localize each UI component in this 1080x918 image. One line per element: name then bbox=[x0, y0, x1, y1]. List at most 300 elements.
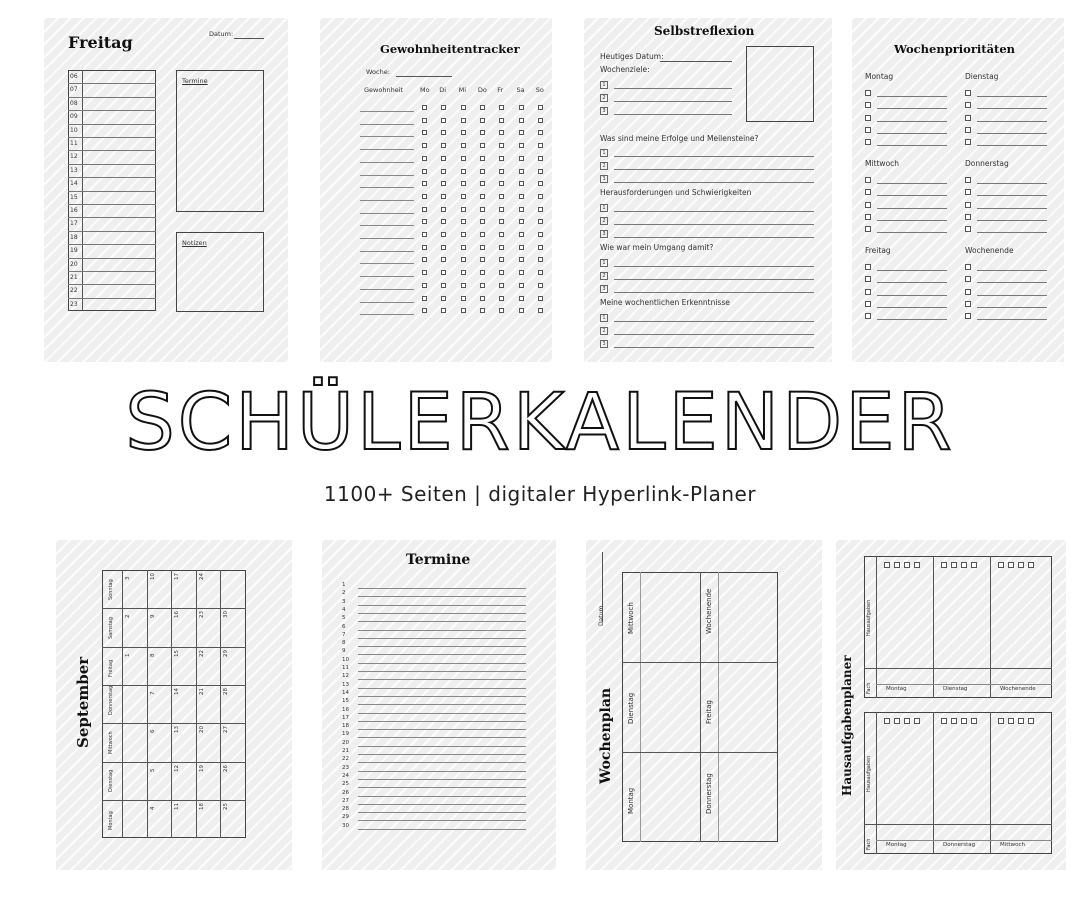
habit-checkbox bbox=[538, 219, 543, 224]
hour-row-line bbox=[68, 97, 156, 98]
habit-checkbox bbox=[461, 219, 466, 224]
termine-line bbox=[358, 630, 526, 631]
habit-checkbox bbox=[441, 308, 446, 313]
calendar-day-number: 20 bbox=[198, 726, 205, 734]
habit-checkbox bbox=[441, 143, 446, 148]
weekday-label: Samstag bbox=[108, 616, 114, 639]
habit-checkbox bbox=[499, 118, 504, 123]
number-box: 1 bbox=[600, 259, 608, 267]
habit-name-line bbox=[360, 276, 414, 277]
wochenplan-day-label: Mittwoch bbox=[627, 602, 635, 634]
habit-checkbox bbox=[538, 257, 543, 262]
homework-fach-line bbox=[864, 668, 1052, 669]
hour-label: 17 bbox=[70, 220, 78, 228]
termine-line bbox=[358, 696, 526, 697]
calendar-day-number: 8 bbox=[149, 653, 156, 657]
priority-line bbox=[977, 133, 1047, 134]
calendar-day-number: 1 bbox=[125, 653, 131, 657]
habit-checkbox bbox=[499, 308, 504, 313]
termine-number: 8 bbox=[342, 640, 346, 647]
habit-checkbox bbox=[480, 232, 485, 237]
habit-checkbox bbox=[461, 232, 466, 237]
termine-number: 28 bbox=[342, 806, 349, 813]
habit-checkbox bbox=[538, 232, 543, 237]
hour-label: 13 bbox=[70, 166, 78, 174]
habit-checkbox bbox=[480, 143, 485, 148]
habit-checkbox bbox=[499, 105, 504, 110]
calendar-row-line bbox=[102, 608, 246, 609]
termine-box bbox=[176, 70, 264, 212]
habit-checkbox bbox=[499, 169, 504, 174]
homework-column-line bbox=[990, 556, 991, 698]
number-box: 3 bbox=[600, 340, 608, 348]
priority-checkbox bbox=[865, 189, 871, 195]
calendar-day-number: 28 bbox=[223, 687, 229, 695]
number-box: 2 bbox=[600, 162, 608, 170]
habit-checkbox bbox=[422, 257, 427, 262]
priority-checkbox bbox=[865, 301, 871, 307]
priority-line bbox=[977, 183, 1047, 184]
termine-number: 14 bbox=[342, 689, 349, 696]
homework-checkbox bbox=[914, 718, 920, 724]
termine-line bbox=[358, 704, 526, 705]
habit-checkbox bbox=[519, 232, 524, 237]
priority-line bbox=[977, 270, 1047, 271]
termine-line bbox=[358, 663, 526, 664]
habit-name-line bbox=[360, 263, 414, 264]
habit-day-label: Sa bbox=[516, 86, 525, 94]
habit-checkbox bbox=[538, 118, 543, 123]
homework-grid-frame bbox=[864, 556, 1052, 698]
termine-number: 4 bbox=[342, 606, 346, 613]
habit-checkbox bbox=[538, 169, 543, 174]
habit-checkbox bbox=[538, 270, 543, 275]
habit-checkbox bbox=[422, 232, 427, 237]
answer-line bbox=[614, 182, 814, 183]
habit-name-line bbox=[360, 149, 414, 150]
homework-checkbox bbox=[951, 718, 957, 724]
habit-name-line bbox=[360, 213, 414, 214]
answer-line bbox=[614, 88, 732, 89]
habit-checkbox bbox=[480, 169, 485, 174]
priority-checkbox bbox=[865, 127, 871, 133]
gewohnheiten-page bbox=[320, 18, 552, 362]
wochenplan-day-label: Montag bbox=[627, 787, 635, 814]
datum-label: Datum: bbox=[209, 30, 234, 38]
homework-side-label: Hausaufgaben bbox=[866, 755, 872, 792]
gewohnheiten-title: Gewohnheitentracker bbox=[380, 42, 520, 56]
number-box: 3 bbox=[600, 285, 608, 293]
termine-line bbox=[358, 746, 526, 747]
termine-number: 1 bbox=[342, 582, 346, 588]
habit-checkbox bbox=[519, 296, 524, 301]
habit-checkbox bbox=[441, 257, 446, 262]
habit-day-label: Fr bbox=[497, 86, 504, 94]
calendar-day-number: 26 bbox=[223, 764, 229, 772]
freitag-title: Freitag bbox=[68, 33, 133, 52]
number-box: 2 bbox=[600, 217, 608, 225]
termine-line bbox=[358, 646, 526, 647]
priority-line bbox=[877, 270, 947, 271]
termine-line bbox=[358, 754, 526, 755]
priority-checkbox bbox=[965, 202, 971, 208]
habit-checkbox bbox=[480, 118, 485, 123]
habit-day-label: Do bbox=[477, 86, 487, 94]
homework-checkbox bbox=[884, 718, 890, 724]
priority-checkbox bbox=[865, 226, 871, 232]
weekday-label: Mittwoch bbox=[108, 730, 114, 754]
priority-day-label: Dienstag bbox=[965, 72, 999, 81]
number-box: 2 bbox=[600, 94, 608, 102]
number-box: 2 bbox=[600, 272, 608, 280]
priority-checkbox bbox=[865, 214, 871, 220]
termine-line bbox=[358, 804, 526, 805]
weekday-column-divider bbox=[122, 570, 123, 838]
habit-name-line bbox=[360, 111, 414, 112]
termine-line bbox=[358, 654, 526, 655]
calendar-day-number: 30 bbox=[223, 611, 229, 619]
habit-name-line bbox=[360, 187, 414, 188]
hour-label: 14 bbox=[70, 180, 78, 188]
calendar-day-number: 10 bbox=[149, 573, 156, 580]
priority-line bbox=[877, 195, 947, 196]
priority-checkbox bbox=[965, 177, 971, 183]
question-3: Wie war mein Umgang damit? bbox=[600, 243, 714, 252]
termine-number: 30 bbox=[342, 822, 349, 829]
habit-checkbox bbox=[441, 207, 446, 212]
habit-checkbox bbox=[499, 181, 504, 186]
termine-line bbox=[358, 820, 526, 821]
habit-checkbox bbox=[441, 181, 446, 186]
calendar-day-number: 21 bbox=[198, 687, 205, 695]
termine-number: 19 bbox=[342, 731, 349, 738]
termine-line bbox=[358, 588, 526, 589]
priority-checkbox bbox=[865, 115, 871, 121]
number-box: 3 bbox=[600, 175, 608, 183]
homework-checkbox bbox=[1008, 718, 1014, 724]
notizen-label: Notizen bbox=[182, 239, 207, 247]
habit-checkbox bbox=[538, 245, 543, 250]
weekday-label: Sonntag bbox=[108, 579, 114, 601]
hour-row-line bbox=[68, 191, 156, 192]
habit-name-line bbox=[360, 124, 414, 125]
habit-checkbox bbox=[538, 156, 543, 161]
habit-checkbox bbox=[480, 105, 485, 110]
habit-checkbox bbox=[422, 296, 427, 301]
september-page bbox=[56, 540, 292, 870]
termine-line bbox=[358, 679, 526, 680]
habit-checkbox bbox=[499, 257, 504, 262]
habit-checkbox bbox=[441, 270, 446, 275]
wochenplan-label-line bbox=[640, 572, 641, 842]
priority-line bbox=[977, 307, 1047, 308]
homework-checkbox bbox=[894, 562, 900, 568]
goals-label: Wochenziele: bbox=[600, 65, 650, 74]
priority-line bbox=[877, 133, 947, 134]
wochenplan-label-line bbox=[718, 572, 719, 842]
homework-checkbox bbox=[941, 718, 947, 724]
calendar-day-number: 12 bbox=[174, 764, 180, 772]
habit-checkbox bbox=[538, 181, 543, 186]
calendar-row-line bbox=[102, 685, 246, 686]
calendar-day-number: 11 bbox=[174, 802, 180, 810]
termine-number: 11 bbox=[342, 665, 349, 671]
priority-checkbox bbox=[965, 276, 971, 282]
homework-checkbox bbox=[904, 562, 910, 568]
habit-checkbox bbox=[422, 169, 427, 174]
habit-checkbox bbox=[461, 130, 466, 135]
priority-line bbox=[877, 232, 947, 233]
habit-checkbox bbox=[519, 105, 524, 110]
prioritaeten-title: Wochenprioritäten bbox=[894, 42, 1016, 56]
hour-label: 06 bbox=[70, 73, 78, 80]
homework-column-line bbox=[933, 556, 934, 698]
habit-checkbox bbox=[461, 296, 466, 301]
weekday-label: Dienstag bbox=[108, 769, 114, 792]
habit-checkbox bbox=[538, 296, 543, 301]
priority-day-label: Freitag bbox=[865, 246, 891, 255]
calendar-day-number: 19 bbox=[198, 764, 205, 772]
habit-checkbox bbox=[519, 257, 524, 262]
termine-line bbox=[358, 771, 526, 772]
priority-line bbox=[977, 96, 1047, 97]
priority-day-label: Wochenende bbox=[965, 246, 1014, 255]
hour-label: 09 bbox=[70, 113, 78, 121]
habit-checkbox bbox=[499, 156, 504, 161]
habit-checkbox bbox=[519, 156, 524, 161]
hour-label: 10 bbox=[70, 126, 78, 134]
priority-line bbox=[877, 108, 947, 109]
priority-checkbox bbox=[965, 214, 971, 220]
habit-checkbox bbox=[480, 296, 485, 301]
habit-checkbox bbox=[422, 283, 427, 288]
termine-number: 3 bbox=[342, 598, 346, 605]
termine-line bbox=[358, 729, 526, 730]
habit-checkbox bbox=[461, 169, 466, 174]
homework-checkbox bbox=[998, 562, 1004, 568]
priority-checkbox bbox=[965, 264, 971, 270]
habit-name-line bbox=[360, 238, 414, 239]
termine-number: 23 bbox=[342, 764, 349, 771]
habit-checkbox bbox=[538, 283, 543, 288]
september-title: September bbox=[74, 656, 92, 748]
homework-fach-line bbox=[864, 824, 1052, 825]
number-box: 1 bbox=[600, 149, 608, 157]
calendar-day-number: 2 bbox=[125, 614, 131, 619]
termine-number: 10 bbox=[342, 656, 349, 663]
termine-number: 16 bbox=[342, 706, 349, 713]
termine-number: 25 bbox=[342, 781, 349, 788]
homework-fach-label: Fach bbox=[866, 682, 872, 694]
habit-checkbox bbox=[499, 245, 504, 250]
habit-checkbox bbox=[441, 169, 446, 174]
habit-column-label: Gewohnheit bbox=[364, 86, 404, 94]
homework-checkbox bbox=[904, 718, 910, 724]
termine-number: 2 bbox=[342, 590, 346, 597]
homework-checkbox bbox=[961, 718, 967, 724]
habit-name-line bbox=[360, 136, 414, 137]
number-box: 1 bbox=[600, 204, 608, 212]
habit-checkbox bbox=[480, 308, 485, 313]
hausaufgaben-title: Hausaufgabenplaner bbox=[840, 655, 854, 796]
number-box: 2 bbox=[600, 327, 608, 335]
calendar-row-line bbox=[102, 647, 246, 648]
hour-label: 15 bbox=[70, 193, 78, 201]
habit-checkbox bbox=[441, 156, 446, 161]
habit-checkbox bbox=[461, 143, 466, 148]
termine-line bbox=[358, 713, 526, 714]
habit-name-line bbox=[360, 302, 414, 303]
termine-line bbox=[358, 796, 526, 797]
answer-line bbox=[614, 266, 814, 267]
calendar-day-number: 7 bbox=[149, 691, 156, 695]
habit-checkbox bbox=[480, 257, 485, 262]
homework-checkbox bbox=[971, 718, 977, 724]
habit-checkbox bbox=[538, 143, 543, 148]
habit-checkbox bbox=[519, 130, 524, 135]
freitag-page bbox=[44, 18, 288, 362]
termine-number: 22 bbox=[342, 756, 349, 763]
termine-number: 5 bbox=[342, 615, 346, 622]
reflection-photo-box bbox=[746, 46, 814, 122]
habit-name-line bbox=[360, 200, 414, 201]
calendar-day-number: 3 bbox=[125, 576, 131, 580]
answer-line bbox=[614, 224, 814, 225]
habit-checkbox bbox=[480, 219, 485, 224]
priority-checkbox bbox=[865, 177, 871, 183]
prioritaeten-page bbox=[852, 18, 1064, 362]
termine-number: 7 bbox=[342, 631, 346, 638]
calendar-day-number: 16 bbox=[174, 611, 180, 619]
homework-day-line bbox=[876, 840, 1052, 841]
priority-checkbox bbox=[965, 102, 971, 108]
habit-checkbox bbox=[461, 194, 466, 199]
habit-checkbox bbox=[461, 105, 466, 110]
habit-checkbox bbox=[519, 169, 524, 174]
termine-number: 17 bbox=[342, 714, 349, 721]
priority-checkbox bbox=[865, 313, 871, 319]
hour-label: 19 bbox=[70, 247, 78, 255]
termine-line bbox=[358, 688, 526, 689]
homework-checkbox bbox=[941, 562, 947, 568]
termine-number: 13 bbox=[342, 681, 349, 688]
answer-line bbox=[614, 211, 814, 212]
priority-line bbox=[877, 295, 947, 296]
habit-checkbox bbox=[499, 207, 504, 212]
homework-grid-frame bbox=[864, 712, 1052, 854]
habit-checkbox bbox=[461, 156, 466, 161]
priority-checkbox bbox=[865, 264, 871, 270]
question-2: Herausforderungen und Schwierigkeiten bbox=[600, 188, 752, 197]
habit-checkbox bbox=[538, 207, 543, 212]
habit-checkbox bbox=[441, 194, 446, 199]
calendar-day-number: 22 bbox=[198, 649, 205, 657]
homework-checkbox bbox=[1018, 718, 1024, 724]
hour-label: 12 bbox=[70, 153, 78, 161]
termine-line bbox=[358, 605, 526, 606]
habit-name-line bbox=[360, 162, 414, 163]
habit-checkbox bbox=[441, 232, 446, 237]
habit-checkbox bbox=[519, 245, 524, 250]
calendar-day-number: 15 bbox=[174, 649, 180, 657]
habit-checkbox bbox=[519, 143, 524, 148]
calendar-day-number: 24 bbox=[198, 573, 205, 580]
habit-checkbox bbox=[422, 270, 427, 275]
habit-checkbox bbox=[519, 118, 524, 123]
calendar-day-number: 27 bbox=[223, 726, 229, 734]
habit-checkbox bbox=[519, 181, 524, 186]
calendar-column-line bbox=[196, 570, 197, 838]
homework-checkbox bbox=[1028, 718, 1034, 724]
wochenplan-row-line bbox=[622, 662, 778, 663]
date-label: Heutiges Datum: bbox=[600, 52, 664, 61]
habit-name-line bbox=[360, 251, 414, 252]
habit-checkbox bbox=[499, 194, 504, 199]
priority-checkbox bbox=[865, 276, 871, 282]
homework-day-label: Dienstag bbox=[943, 686, 968, 692]
habit-checkbox bbox=[441, 130, 446, 135]
wochenplan-title: Wochenplan bbox=[598, 687, 614, 784]
priority-line bbox=[877, 282, 947, 283]
homework-day-label: Wochenende bbox=[1000, 686, 1036, 692]
hour-row-line bbox=[68, 217, 156, 218]
priority-line bbox=[977, 282, 1047, 283]
homework-column-line bbox=[990, 712, 991, 854]
hour-row-line bbox=[68, 204, 156, 205]
calendar-column-line bbox=[171, 570, 172, 838]
termine-line bbox=[358, 779, 526, 780]
hour-row-line bbox=[68, 284, 156, 285]
habit-checkbox bbox=[422, 130, 427, 135]
wochenplan-day-label: Dienstag bbox=[627, 692, 635, 724]
calendar-column-line bbox=[147, 570, 148, 838]
priority-line bbox=[977, 220, 1047, 221]
answer-line bbox=[614, 237, 814, 238]
homework-column-line bbox=[876, 712, 877, 854]
habit-checkbox bbox=[519, 308, 524, 313]
weekday-label: Montag bbox=[108, 811, 114, 831]
number-box: 1 bbox=[600, 314, 608, 322]
habit-checkbox bbox=[441, 105, 446, 110]
answer-line bbox=[614, 156, 814, 157]
homework-checkbox bbox=[961, 562, 967, 568]
hour-row-line bbox=[68, 124, 156, 125]
hour-label: 11 bbox=[70, 140, 78, 147]
termine-line bbox=[358, 671, 526, 672]
answer-line bbox=[614, 321, 814, 322]
termine-title: Termine bbox=[406, 552, 471, 568]
habit-checkbox bbox=[441, 283, 446, 288]
homework-checkbox bbox=[1018, 562, 1024, 568]
termine-number: 12 bbox=[342, 673, 349, 680]
termine-number: 20 bbox=[342, 739, 349, 746]
hour-row-line bbox=[68, 137, 156, 138]
homework-checkbox bbox=[1008, 562, 1014, 568]
answer-line bbox=[614, 334, 814, 335]
habit-checkbox bbox=[441, 245, 446, 250]
habit-day-label: Di bbox=[439, 86, 447, 94]
wochenplan-column-line bbox=[700, 572, 701, 842]
habit-name-line bbox=[360, 289, 414, 290]
priority-line bbox=[977, 208, 1047, 209]
priority-line bbox=[977, 319, 1047, 320]
hour-row-line bbox=[68, 231, 156, 232]
homework-day-label: Montag bbox=[886, 842, 907, 848]
habit-checkbox bbox=[461, 283, 466, 288]
hour-row-line bbox=[68, 298, 156, 299]
termine-line bbox=[358, 762, 526, 763]
homework-checkbox bbox=[894, 718, 900, 724]
